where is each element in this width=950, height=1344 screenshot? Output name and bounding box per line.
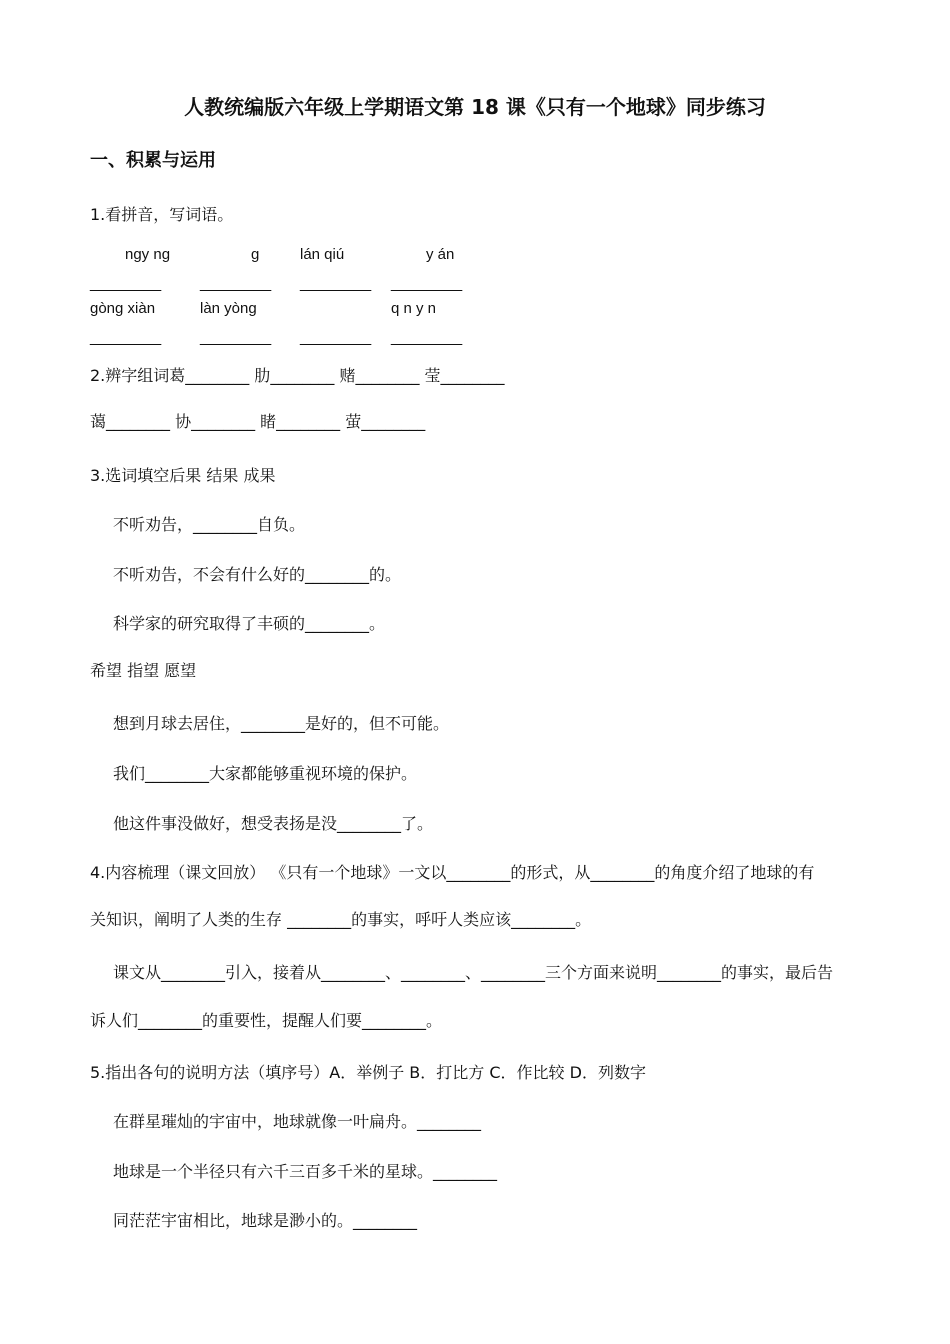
answer-blank[interactable]: ________ [391,329,463,346]
question-3-sentence: 他这件事没做好，想受表扬是没________了。 [113,814,434,833]
question-3-sentence: 科学家的研究取得了丰硕的________。 [113,614,386,633]
pinyin-5: gòng xiàn [90,300,156,317]
answer-blank[interactable]: ________ [391,275,463,292]
question-1-heading: 1.看拼音，写词语。 [90,205,234,224]
pinyin-7: q n y n [391,300,437,317]
answer-blank[interactable]: ________ [90,275,162,292]
pinyin-1: ngy ng [125,246,171,263]
question-3-sentence: 不听劝告，不会有什么好的________的。 [113,565,402,584]
answer-blank[interactable]: ________ [200,275,272,292]
question-3-sentence: 不听劝告，________自负。 [113,515,306,534]
question-4-paragraph-1-cont: 关知识，阐明了人类的生存 ________的事实，呼吁人类应该________。 [90,910,592,929]
pinyin-2: g [251,246,260,263]
question-3-sentence: 想到月球去居住，________是好的，但不可能。 [113,714,450,733]
answer-blank[interactable]: ________ [300,275,372,292]
question-5-sentence: 同茫茫宇宙相比，地球是渺小的。________ [113,1211,418,1230]
pinyin-6: làn yòng [200,300,257,317]
section-heading: 一、积累与运用 [90,150,216,171]
question-5-sentence: 在群星璀灿的宇宙中，地球就像一叶扁舟。________ [113,1112,482,1131]
answer-blank[interactable]: ________ [300,329,372,346]
question-5-sentence: 地球是一个半径只有六千三百多千米的星球。________ [113,1162,498,1181]
question-5-heading: 5.指出各句的说明方法（填序号）A．举例子 B．打比方 C．作比较 D．列数字 [90,1063,646,1082]
question-3-heading: 3.选词填空后果 结果 成果 [90,466,276,485]
answer-blank[interactable]: ________ [200,329,272,346]
question-4-paragraph-1: 4.内容梳理（课文回放） 《只有一个地球》一文以________的形式，从________的角度介绍了地球的有 [90,863,815,882]
question-2-line-1: 2.辨字组词葛________ 肋________ 赌________ 莹________ [90,366,505,385]
question-4-paragraph-2: 课文从________引入，接着从________、________、________三个方面来说明________的事实，最后告 [113,963,834,982]
question-2-line-2: 蔼________ 协________ 睹________ 萤________ [90,412,426,431]
page-title: 人教统编版六年级上学期语文第 18 课《只有一个地球》同步练习 [184,95,766,119]
answer-blank[interactable]: ________ [90,329,162,346]
question-4-paragraph-2-cont: 诉人们________的重要性，提醒人们要________。 [90,1011,443,1030]
pinyin-4: y án [426,246,455,263]
question-3-word-options: 希望 指望 愿望 [90,661,197,680]
pinyin-3: lán qiú [300,246,345,263]
question-3-sentence: 我们________大家都能够重视环境的保护。 [113,764,418,783]
